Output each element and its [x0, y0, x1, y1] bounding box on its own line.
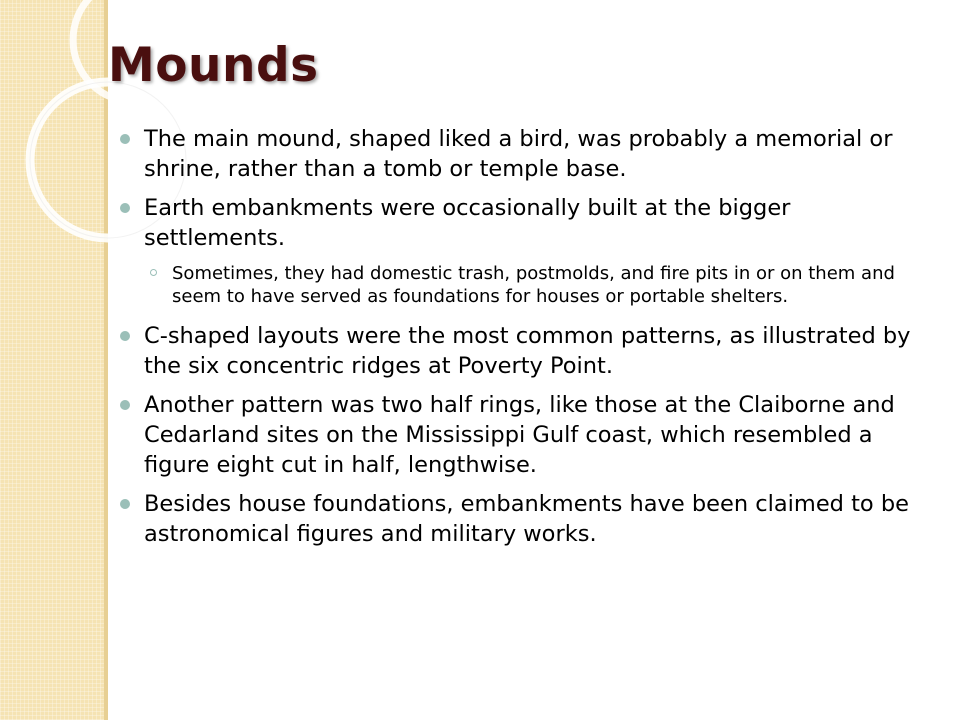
slide-title: Mounds [108, 38, 319, 93]
sub-bullet-ring-icon [150, 269, 157, 276]
list-item [120, 124, 920, 184]
bullet-dot-icon [120, 134, 130, 144]
sub-list-item [120, 262, 920, 308]
sub-list-item-text: Sometimes, they had domestic trash, postmolds, and fire pits in or on them and seem to have served as foundations for houses or portable shelters. [172, 263, 895, 307]
bullet-dot-icon [120, 499, 130, 509]
list-item [120, 321, 920, 381]
bullet-dot-icon [120, 400, 130, 410]
bullet-dot-icon [120, 203, 130, 213]
list-item [120, 390, 920, 480]
list-item-text: C-shaped layouts were the most common patterns, as illustrated by the six concentric ridges at Poverty Point. [144, 323, 911, 379]
bullet-dot-icon [120, 331, 130, 341]
list-item-text: Another pattern was two half rings, like those at the Claiborne and Cedarland sites on the Mississippi Gulf coast, which resembled a figure eight cut in half, lengthwise. [144, 392, 895, 478]
list-item-text: Earth embankments were occasionally built at the bigger settlements. [144, 195, 791, 251]
list-item [120, 489, 920, 549]
list-item-text: The main mound, shaped liked a bird, was probably a memorial or shrine, rather than a tomb or temple base. [144, 126, 893, 182]
bullet-list [120, 124, 920, 558]
list-item [120, 193, 920, 253]
list-item-text: Besides house foundations, embankments have been claimed to be astronomical figures and military works. [144, 491, 909, 547]
